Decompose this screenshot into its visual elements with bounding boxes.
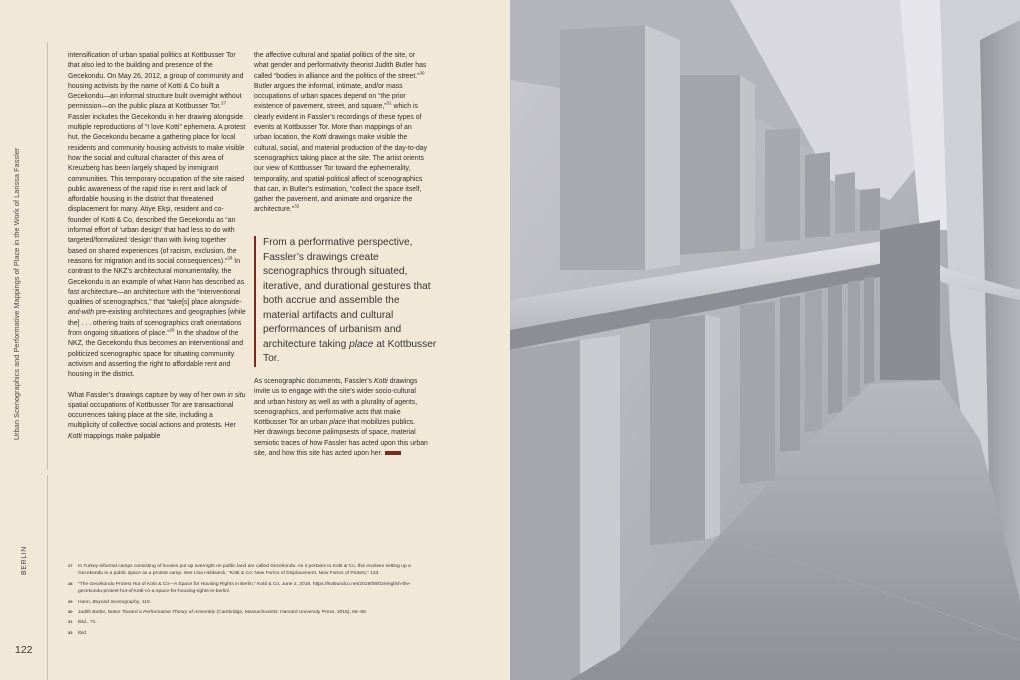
italic-text: in situ [227,391,246,399]
italic-text: Kotti [312,134,327,142]
text-run: intensification of urban spatial politics at Kottbusser Tor that also led to the building and presence of the Gecekondu. On May 26, 2012, a group of community and housing activists by the name of Kotti & Co built a Gecekondu—an informal structure built overnight without permission—on the public plaza at Kottbusser Tor. [68,52,244,111]
text-run: “The Gecekondu Protest Hut of Kotti & Co—A Space for Housing Rights in Berlin,” Kotti & Co, June 2, 2019, https://kottiundco.net/2019/06/02/english-the-gecekondu-protest-hut-of-kotti-co-a-space-for-housing-rights-in-berlin/. [78,581,411,595]
footnote-ref: 27 [221,101,227,107]
text-run: mappings make palpable [81,432,161,440]
margin-rule-bottom [47,475,48,680]
footnote [68,599,428,606]
text-run: , 119. [139,599,152,605]
footnotes [68,563,428,640]
text-run: at Kottbusser Tor. [263,338,437,364]
footnote-number: 30 [68,609,73,615]
footnote-number: 31 [68,619,73,625]
text-run: which is clearly evident in Fassler’s recordings of these types of events at Kottbusser Tor. More than mappings of an urban location, the [254,103,422,142]
body-column-1 [68,51,246,452]
text-run: Ibid., 71. [78,620,97,626]
text-run: Butler argues the informal, intimate, and/or mass occupations of urban spaces depend on “the prior existence of pavement, street, and square,” [254,82,406,111]
italic-text: Kotti [374,378,388,385]
text-run: that mobilizes publics. Her drawings become palimpsests of space, material semiotic traces of how Fassler has acted upon this urban site, and how this site has acted upon her. [254,419,428,458]
paragraph [254,51,428,216]
italic-text: place [329,419,346,427]
body-column-2 [254,51,428,226]
text-run: the affective cultural and spatial politics of the site, or what gender and performativity theorist Judith Butler has called “bodies in alliance and the politics of the street.” [254,52,427,80]
paragraph [68,391,246,442]
footnote-ref: 28 [227,255,233,261]
footnote-text [78,564,411,576]
section-label: BERLIN [21,546,28,575]
footnote-ref: 29 [169,327,175,333]
text-run: In contrast to the NKZ’s architectural monumentality, the Gecekondu is an example of what Hann has described as fast architecture—an architecture with the “interventional qualities of scenographics,” that “take[s] place [68,257,245,307]
text-run: From a performative perspective, Fassler’s drawings create scenographics through situated, iterative, and durational gestures that both accrue and assemble the material artifacts and cultural performances of urbanism and architecture taking [263,237,431,350]
italic-text: alongside-and-with [68,299,242,317]
text-run: (Cambridge, Massachusetts: Harvard University Press, 2015), 66–69. [215,610,368,616]
footnote [68,630,428,637]
text-run: spatial occupations of Kottbusser Tor are transactional occurrences taking place at the site, including a multiplicity of collective social actions and protests. Her [68,401,236,430]
text-run: Judith Butler, [78,610,108,616]
text-run: In Turkey informal camps consisting of houses put up overnight on public land are called Gecekondu. As it pertains to Kotti & Co, this involves setting up a Gecekondu in a public space as a protest camp. See Lisa Heldsieck, “Kotti & Co: New Forms of Displacement, New Forms of Protest,” 133. [78,564,411,577]
footnote-number: 29 [68,598,73,604]
footnote-number: 27 [68,563,73,568]
italic-text: Beyond Scenography [92,599,140,605]
paragraph-text [254,378,428,457]
footnote-text [78,610,367,615]
paragraph [254,377,428,459]
text-run: Hann, [78,599,93,605]
text-run: As scenographic documents, Fassler’s [254,378,375,385]
running-head: Urban Scenographics and Performative Mappings of Place in the Work of Larissa Fassler [12,147,21,440]
footnote-ref: 32 [294,204,300,210]
text-run: What Fassler’s drawings capture by way of her own [68,391,228,399]
text-run: drawings make visible the cultural, social, and material production of the day-to-day scenographics taking place at the site. The artist orients our view of Kottbusser Tor toward the ephemerality, temporality, and spatial-political affect of scenographics that can, in Butler’s estimation, “collect the space itself, gather the pavement, and animate and organize the architecture.” [254,134,428,214]
footnote-number: 32 [68,629,73,635]
text-run: drawings invite us to engage with the site’s wider socio-cultural and urban history as well as with a plurality of agents, scenographics, and performative acts that make Kottbusser Tor an urban [254,378,418,427]
text-run: pre-existing architectures and geographies [while the] . . . othering traits of scenographics craft orientations from ongoing situations of place.” [68,309,246,338]
margin-rule-top [47,42,48,470]
text-run: Fassler includes the Gecekondu in her drawing alongside multiple reproductions of “I love Kotti” ephemera. A protest hut, the Gecekondu became a gathering place for local residents and community housing activists to make visible how the social and cultural character of this area of Kreuzberg has been largely shaped by immigrant communities. This temporary occupation of the site raised public awareness of the rapid rise in rent and lack of affordable housing in the district that threatened displacement for many. Atiye Ekşi, resident and co-founder of Kotti & Co, described the Gecekondu as “an informal effort of ‘urban design’ that had less to do with targeted/formalized ‘design’ than with living together based on shared experiences (of racism, exclusion, the reasons for migration and its social consequences).” [68,113,246,265]
footnote-number: 28 [68,580,73,586]
footnote [68,609,428,616]
page-number: 122 [15,644,33,656]
pull-quote [254,236,437,367]
footnote-text [78,620,97,625]
body-column-2-lower [254,377,428,469]
footnote [68,563,428,578]
architectural-model-photo [510,0,1020,680]
italic-text: Kotti [68,432,82,440]
footnote-ref: 31 [386,101,392,107]
footnote-text [78,631,87,636]
footnote [68,619,428,626]
text-run: In the shadow of the NKZ, the Gecekondu thus becomes an interventional and politicized scenographic space for situating community activism and asserting the right to affordable rent and housing in the district. [68,330,244,379]
footnote-text [78,600,151,605]
far-wall [880,220,940,380]
italic-text: Notes Toward a Performative Theory of Assembly [107,610,216,616]
italic-text: place [349,338,374,350]
text-run: Ibid. [78,630,88,636]
paragraph [68,51,246,381]
footnote [68,581,428,596]
end-mark [385,451,401,455]
footnote-text [78,582,411,594]
footnote-ref: 30 [419,70,425,76]
